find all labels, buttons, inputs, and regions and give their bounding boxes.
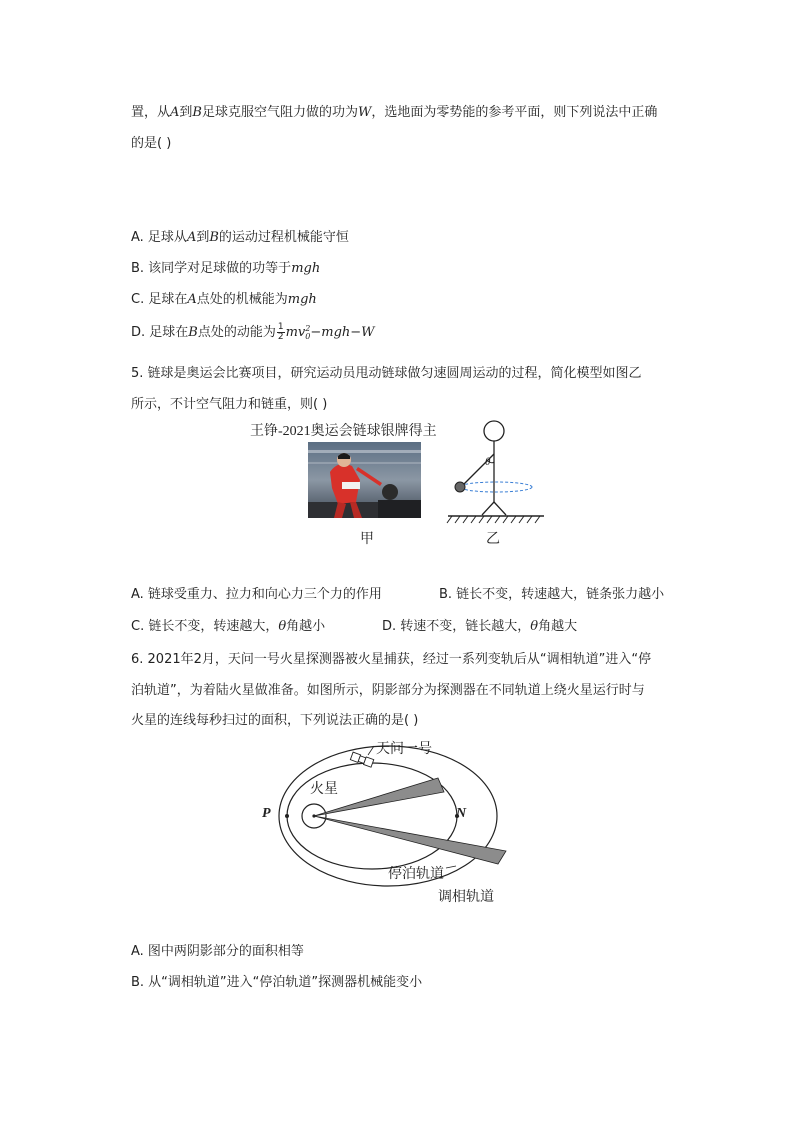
q6-stem-line1: 6. 2021年2月，天问一号火星探测器被火星捕获，经过一系列变轨后从“调相轨道”进入“停 <box>131 652 652 667</box>
hammer-ball <box>455 482 465 492</box>
parking-label-leader <box>446 866 456 868</box>
theta-label: θ <box>485 456 491 468</box>
q5-stem-line1: 5. 链球是奥运会比赛项目，研究运动员甩动链球做匀速圆周运动的过程，简化模型如图乙 <box>131 366 642 381</box>
circular-path <box>460 482 532 492</box>
q4-stem-line2: 的是( ) <box>131 136 172 151</box>
q6-orbit-figure <box>262 738 522 913</box>
q5-option-a[interactable]: A. 链球受重力、拉力和向心力三个力的作用 <box>131 587 382 602</box>
q6-stem-line3: 火星的连线每秒扫过的面积，下列说法正确的是( ) <box>131 713 419 728</box>
phasing-orbit-label: 调相轨道 <box>438 890 494 905</box>
parking-orbit-label: 停泊轨道 <box>388 867 444 882</box>
q6-option-b[interactable]: B. 从“调相轨道”进入“停泊轨道”探测器机械能变小 <box>131 975 423 990</box>
q4-option-d[interactable]: D. 足球在B点处的动能为 $\frac{1}{2}$ mv 2 0 −mgh−W <box>131 322 375 342</box>
label-jia: 甲 <box>360 532 374 547</box>
probe-icon <box>350 752 373 767</box>
q5-option-c[interactable]: C. 链长不变，转速越大，θ角越小 <box>131 619 326 634</box>
q6-stem-line2: 泊轨道”，为着陆火星做准备。如图所示，阴影部分为探测器在不同轨道上绕火星运行时与 <box>131 683 645 698</box>
hammer-model-diagram <box>444 420 548 525</box>
q5-stem-line2: 所示，不计空气阻力和链重，则( ) <box>131 397 328 412</box>
right-leg <box>494 502 506 515</box>
q6-option-a[interactable]: A. 图中两阴影部分的面积相等 <box>131 944 304 959</box>
q5-figure <box>248 420 548 550</box>
fraction-one-half: $\frac{1}{2}$ <box>277 322 284 342</box>
shaded-area-phasing <box>314 816 506 864</box>
mars-label: 火星 <box>310 782 338 797</box>
q4-option-a[interactable]: A. 足球从A到B的运动过程机械能守恒 <box>131 230 349 245</box>
left-leg <box>482 502 494 515</box>
head-circle <box>484 421 504 441</box>
P-label: P <box>262 806 271 821</box>
q4-option-b[interactable]: B. 该同学对足球做的功等于mgh <box>131 261 321 276</box>
probe-label: 天问一号 <box>376 742 432 757</box>
q4-stem-line1: 置，从A到B足球克服空气阻力做的功为W，选地面为零势能的参考平面，则下列说法中正确 <box>131 105 658 120</box>
ground-hatch <box>447 516 540 523</box>
label-yi: 乙 <box>486 532 500 547</box>
q5-option-d[interactable]: D. 转速不变，链长越大，θ角越大 <box>382 619 578 634</box>
N-label: N <box>456 806 467 821</box>
athlete-photo <box>308 442 421 518</box>
q4-option-c[interactable]: C. 足球在A点处的机械能为mgh <box>131 292 317 307</box>
photo-caption: 王铮-2021奥运会链球银牌得主 <box>250 424 437 439</box>
q5-option-b[interactable]: B. 链长不变，转速越大，链条张力越小 <box>439 587 665 602</box>
point-P <box>285 814 289 818</box>
